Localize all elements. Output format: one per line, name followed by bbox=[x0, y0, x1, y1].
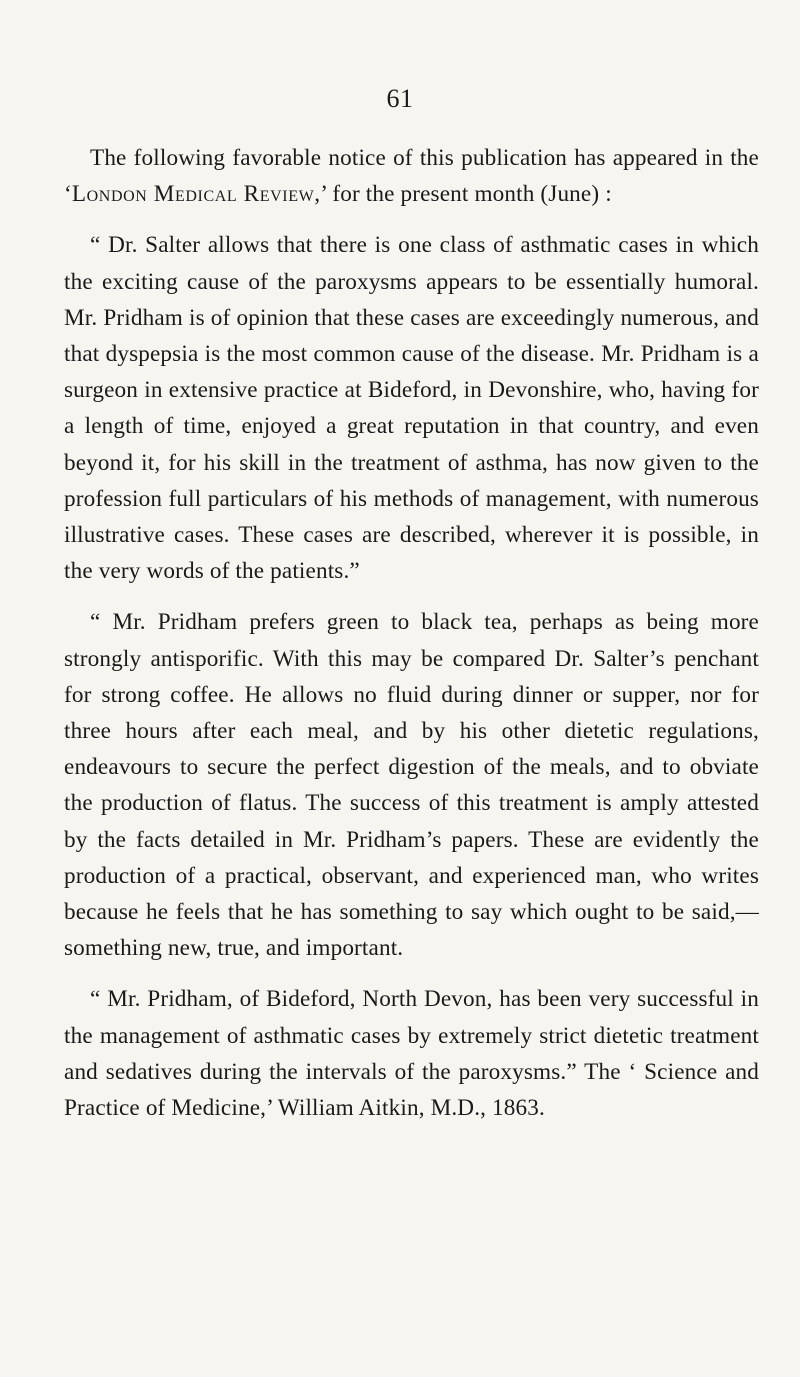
intro-text-after: ,’ for the present month (June) : bbox=[314, 181, 612, 208]
intro-text-before: The following favorable notice of this publication has appeared in the ‘ bbox=[64, 145, 759, 208]
publication-title: London Medical Review bbox=[71, 181, 315, 208]
intro-paragraph bbox=[64, 140, 759, 212]
quote-paragraph-2: “ Mr. Pridham prefers green to black tea, perhaps as being more strongly antisporific. With this may be compared Dr. Salter’s penchant for strong coffee. He allows no fluid during dinner or supper, nor for three hours after each meal, and by his other dietetic regulations, endeavours to secure the perfect digestion of the meals, and to obviate the production of flatus. The success of this treatment is amply attested by the facts detailed in Mr. Pridham’s papers. These are evidently the production of a practical, observant, and experienced man, who writes because he feels that he has something to say which ought to be said,— something new, true, and important. bbox=[64, 609, 759, 962]
quote-paragraph-1: “ Dr. Salter allows that there is one class of asthmatic cases in which the exciting cause of the paroxysms appears to be essentially humoral. Mr. Pridham is of opinion that these cases are exceedingly numerous, and that dyspepsia is the most common cause of the disease. Mr. Pridham is a surgeon in extensive practice at Bideford, in Devonshire, who, having for a length of time, enjoyed a great reputation in that country, and even beyond it, for his skill in the treatment of asthma, has now given to the profession full particulars of his methods of management, with numerous illustrative cases. These cases are described, wherever it is possible, in the very words of the patients.” bbox=[64, 232, 759, 585]
quote-paragraph-3: “ Mr. Pridham, of Bideford, North Devon, has been very successful in the management of asthmatic cases by extremely strict dietetic treatment and sedatives during the intervals of the paroxysms.” The ‘ Science and Practice of Medicine,’ William Aitkin, M.D., 1863. bbox=[64, 986, 759, 1122]
page-number: 61 bbox=[386, 84, 414, 113]
body-text bbox=[64, 140, 759, 1126]
